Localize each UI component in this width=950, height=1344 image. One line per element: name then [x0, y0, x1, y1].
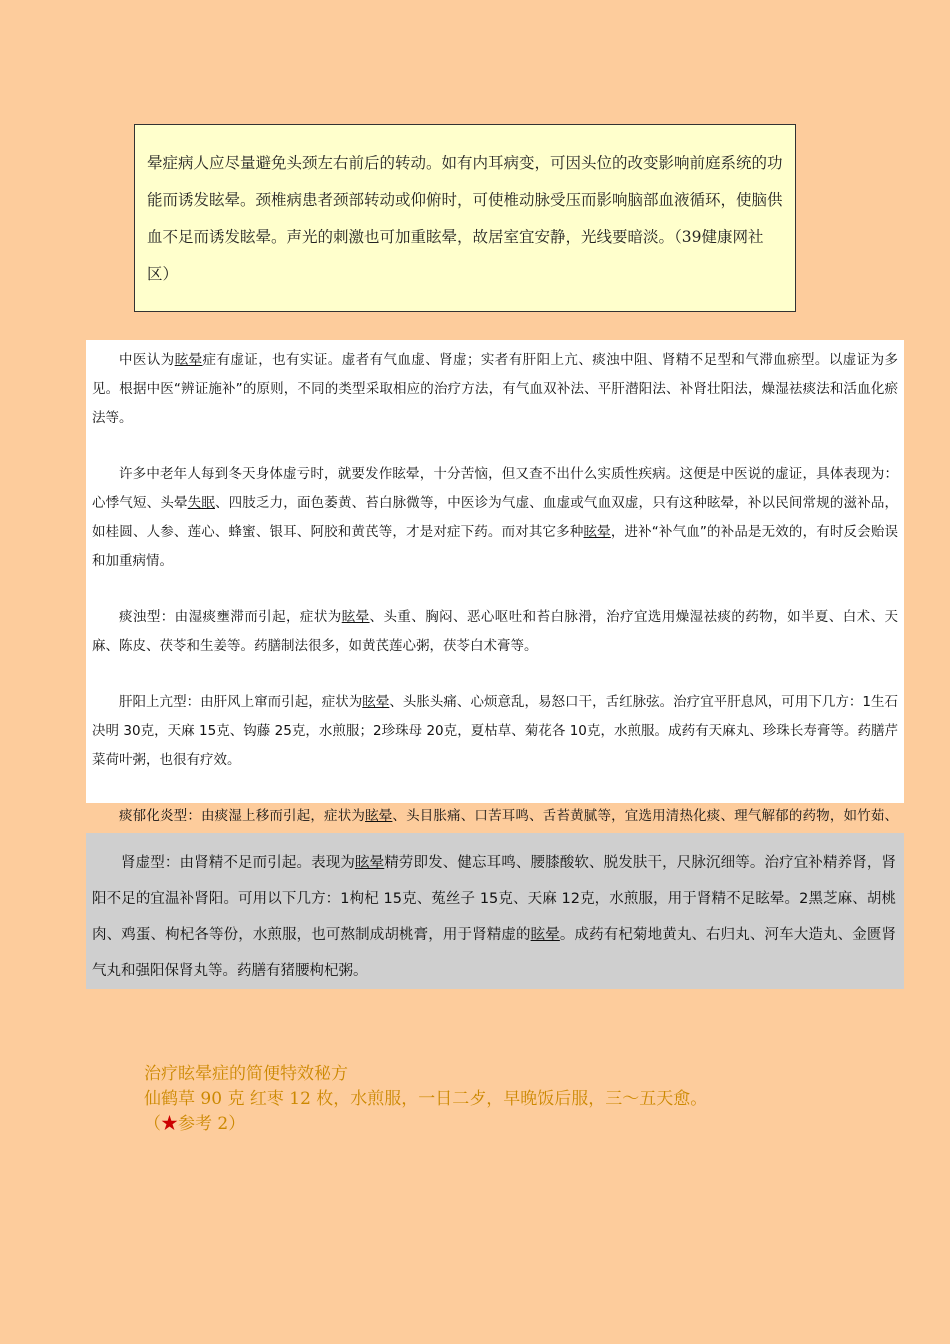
underlined-term: 眩晕 — [365, 808, 393, 824]
paragraph-phlegm-type: 痰浊型：由湿痰壅滞而引起，症状为眩晕、头重、胸闷、恶心呕吐和苔白脉滑，治疗宜选用燥湿祛痰的药物，如半夏、白术、天麻、陈皮、茯苓和生姜等。药膳制法很多，如黄芪莲心粥，茯苓白术膏等。 — [92, 609, 899, 654]
remedy-section — [144, 1062, 844, 1137]
underlined-term: 眩晕 — [583, 524, 611, 540]
remedy-line: 仙鹤草 90 克 红枣 12 枚，水煎服，一日二歺，早晚饭后服，三～五天愈。 — [144, 1089, 708, 1109]
underlined-term: 眩晕 — [174, 352, 203, 368]
underlined-term: 眩晕 — [341, 609, 370, 625]
kidney-deficiency-panel — [86, 833, 904, 989]
paragraph-phlegm-fire-type: 痰郁化炎型：由痰湿上移而引起，症状为眩晕、头目胀痛、口苦耳鸣、舌苔黄腻等，宜选用清热化痰、理气解郁的药物，如竹茹、 — [119, 808, 899, 824]
note-text: 晕症病人应尽量避免头颈左右前后的转动。如有内耳病变，可因头位的改变影响前庭系统的功能而诱发眩晕。颈椎病患者颈部转动或仰俯时，可使椎动脉受压而影响脑部血液循环，使脑供血不足而诱发眩晕。声光的刺激也可加重眩晕，故居室宜安静，光线要暗淡。（39健康网社区） — [147, 154, 783, 283]
underlined-term: 眩晕 — [530, 927, 560, 943]
underlined-term: 眩晕 — [362, 694, 390, 710]
paragraph-kidney-type: 肾虚型：由肾精不足而引起。表现为眩晕精劳即发、健忘耳鸣、腰膝酸软、脱发肤干，尺脉沉细等。治疗宜补精养肾，肾阳不足的宜温补肾阳。可用以下几方：1枸杞 15克、菟丝子 15克、天麻 12克，水煎服，用于肾精不足眩晕。2黑芝麻、胡桃肉、鸡蛋、枸杞各等份，水煎服，也可熬制成胡桃膏，用于肾精虚的眩晕。成药有杞菊地黄丸、右归丸、河车大造丸、金匮肾气丸和强阳保肾丸等。药膳有猪腰枸杞粥。 — [92, 855, 897, 979]
tcm-article-panel — [86, 340, 904, 824]
underlined-term: 失眠 — [187, 495, 215, 511]
remedy-reference: （★参考 2） — [144, 1114, 246, 1134]
paragraph-tcm-overview: 中医认为眩晕症有虚证，也有实证。虚者有气血虚、肾虚；实者有肝阳上亢、痰浊中阻、肾精不足型和气滞血瘀型。以虚证为多见。根据中医“辨证施补”的原则，不同的类型采取相应的治疗方法，有气血双补法、平肝潜阳法、补肾壮阳法，燥湿祛痰法和活血化瘀法等。 — [92, 352, 899, 426]
star-icon: ★ — [161, 1114, 178, 1134]
underlined-term: 眩晕 — [355, 855, 385, 871]
note-box — [134, 124, 796, 312]
paragraph-deficiency: 许多中老年人每到冬天身体虚亏时，就要发作眩晕，十分苦恼，但又查不出什么实质性疾病。这便是中医说的虚证，具体表现为：心悸气短、头晕失眠、四肢乏力，面色萎黄、苔白脉微等，中医诊为气虚、血虚或气血双虚，只有这种眩晕，补以民间常规的滋补品，如桂圆、人参、莲心、蜂蜜、银耳、阿胶和黄芪等，才是对症下药。而对其它多种眩晕，进补“补气血”的补品是无效的，有时反会贻误和加重病情。 — [92, 466, 899, 569]
paragraph-liver-yang-type: 肝阳上亢型：由肝风上窜而引起，症状为眩晕、头胀头痛、心烦意乱，易怒口干，舌红脉弦。治疗宜平肝息风，可用下几方：1生石决明 30克，天麻 15克、钩藤 25克，水煎服；2珍珠母 20克，夏枯草、菊花各 10克，水煎服。成药有天麻丸、珍珠长寿膏等。药膳芹菜荷叶粥，也很有疗效。 — [92, 694, 899, 768]
remedy-title: 治疗眩晕症的简便特效秘方 — [144, 1064, 348, 1084]
